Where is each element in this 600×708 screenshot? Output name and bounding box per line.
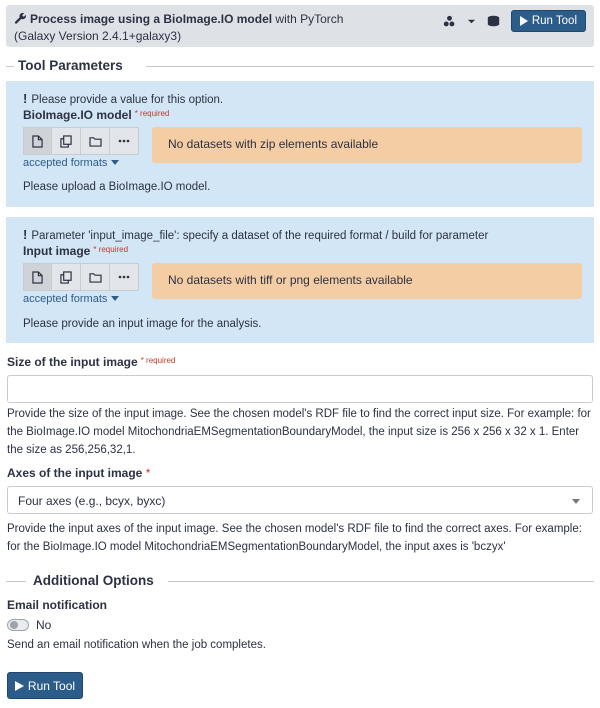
model-param-warning: [23, 91, 223, 106]
caret-down-icon: [111, 296, 119, 301]
image-param-label-text: Input image: [23, 244, 91, 258]
accepted-formats-label: accepted formats: [23, 157, 108, 169]
model-param-label: [23, 108, 169, 122]
toggle-knob: [10, 621, 18, 629]
file-icon: [32, 271, 43, 284]
required-marker: * required: [140, 356, 176, 365]
axes-field-help: Provide the input axes of the input image. See the chosen model's RDF file to find the correct axes. For example: for the BioImage.IO model MitochondriaEMSegmentationBoundaryModel, the input axes is 'bczyx': [7, 523, 582, 553]
required-marker: * required: [93, 245, 129, 254]
model-dataset-buttons: [23, 127, 139, 155]
exclamation-icon: !: [23, 227, 28, 242]
tool-title-rest: with PyTorch: [272, 12, 344, 26]
section-divider: [146, 66, 594, 67]
model-param-panel: [6, 81, 594, 207]
axes-select[interactable]: [7, 486, 593, 514]
play-icon: [15, 681, 24, 691]
more-icon: [118, 275, 130, 279]
run-tool-label: Run Tool: [531, 15, 577, 27]
model-param-label-text: BioImage.IO model: [23, 108, 132, 122]
required-marker: *: [145, 466, 151, 480]
browse-datasets-button[interactable]: [81, 263, 110, 291]
run-tool-label: Run Tool: [27, 678, 76, 693]
size-field-help: Provide the size of the input image. See the chosen model's RDF file to find the correct input size. For example: for the BioImage.IO model MitochondriaEMSegmentationBoundaryModel, the input size is 256 x 256 x 32 x 1. Enter the size as 256,256,32,1.: [7, 408, 591, 456]
tool-title: [14, 12, 343, 26]
wrench-icon: [14, 12, 27, 25]
required-marker: * required: [134, 109, 170, 118]
section-divider: [168, 581, 594, 582]
input-size-field[interactable]: [7, 375, 593, 403]
model-dataset-message: No datasets with zip elements available: [152, 127, 582, 163]
folder-icon: [89, 136, 102, 147]
accepted-formats-label: accepted formats: [23, 293, 108, 305]
image-param-panel: [6, 217, 594, 343]
network-icon[interactable]: [441, 12, 459, 30]
image-param-help: Please provide an input image for the analysis.: [23, 318, 262, 330]
tool-header: [6, 5, 594, 47]
browse-datasets-button[interactable]: [81, 127, 110, 155]
chevron-down-icon: [572, 499, 580, 504]
email-notification-toggle[interactable]: [7, 619, 29, 631]
run-tool-button-top[interactable]: [511, 10, 586, 32]
exclamation-icon: !: [23, 91, 28, 106]
section-divider: [6, 66, 14, 67]
accepted-formats-toggle[interactable]: [23, 157, 119, 169]
caret-down-icon[interactable]: [463, 12, 481, 30]
tool-version: (Galaxy Version 2.4.1+galaxy3): [14, 29, 182, 43]
accepted-formats-toggle[interactable]: [23, 293, 119, 305]
image-dataset-message: No datasets with tiff or png elements available: [152, 263, 582, 299]
axes-select-value: Four axes (e.g., bcyx, byxc): [18, 494, 166, 508]
axes-field-label-text: Axes of the input image: [7, 466, 143, 480]
multiple-datasets-button[interactable]: [52, 127, 81, 155]
single-dataset-button[interactable]: [23, 263, 52, 291]
single-dataset-button[interactable]: [23, 127, 52, 155]
copy-icon: [60, 135, 72, 148]
tool-title-bold: Process image using a BioImage.IO model: [30, 12, 273, 26]
copy-icon: [60, 271, 72, 284]
section-title-tool-parameters: Tool Parameters: [18, 58, 123, 73]
image-dataset-buttons: [23, 263, 139, 291]
axes-field-label: [7, 466, 150, 480]
image-param-warning-text: Parameter 'input_image_file': specify a dataset of the required format / build for parameter: [31, 230, 489, 242]
folder-icon: [89, 272, 102, 283]
more-icon: [118, 139, 130, 143]
size-field-label: [7, 355, 175, 369]
storage-icon[interactable]: [485, 12, 503, 30]
caret-down-icon: [111, 160, 119, 165]
more-options-button[interactable]: [110, 263, 139, 291]
image-param-label: [23, 244, 128, 258]
model-param-warning-text: Please provide a value for this option.: [31, 94, 224, 106]
section-title-additional-options: Additional Options: [33, 573, 154, 588]
section-divider: [6, 581, 26, 582]
run-tool-button-bottom[interactable]: [7, 672, 83, 699]
file-icon: [32, 135, 43, 148]
size-field-label-text: Size of the input image: [7, 355, 138, 369]
image-param-warning: [23, 227, 488, 242]
play-icon: [520, 16, 528, 26]
email-field-label: Email notification: [7, 598, 108, 612]
model-param-help: Please upload a BioImage.IO model.: [23, 181, 211, 193]
more-options-button[interactable]: [110, 127, 139, 155]
email-toggle-label: No: [36, 618, 52, 632]
email-help: Send an email notification when the job completes.: [7, 639, 266, 651]
multiple-datasets-button[interactable]: [52, 263, 81, 291]
